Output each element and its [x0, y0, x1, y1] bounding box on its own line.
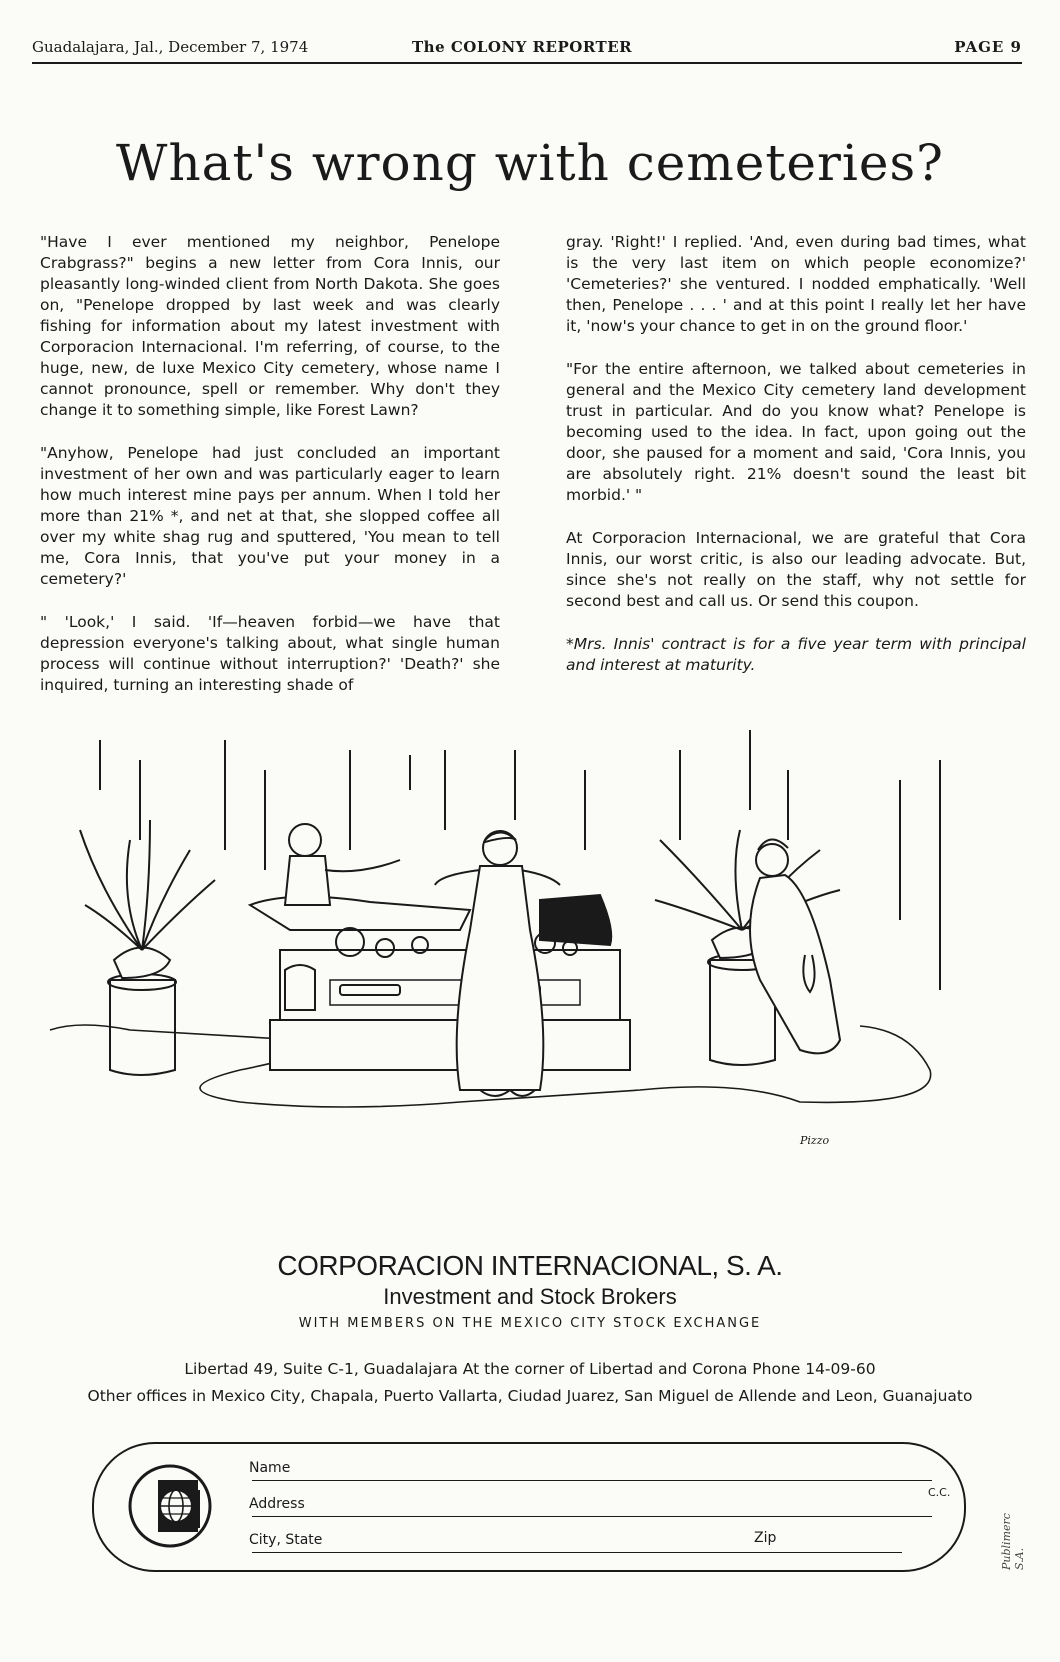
- article-column-right: [566, 232, 1026, 698]
- open-coffin: [250, 895, 630, 1070]
- cartoon-illustration: [40, 730, 1020, 1190]
- coupon-city-state-label: City, State: [249, 1532, 323, 1548]
- masthead-publication: The COLONY REPORTER: [412, 38, 633, 56]
- company-logo-icon: [128, 1464, 212, 1548]
- masthead-page-number: PAGE 9: [954, 38, 1022, 56]
- paragraph: "For the entire afternoon, we talked about cemeteries in general and the Mexico City cemetery land development trust in particular. And do you know what? Penelope is becoming used to the idea. In fact, upon going out the door, she paused for a moment and said, 'Cora Innis, you are absolutely right. 21% doesn't sound the least bit morbid.' ": [566, 360, 1026, 504]
- coupon-name-field[interactable]: [252, 1480, 932, 1481]
- company-tagline: Investment and Stock Brokers: [383, 1284, 677, 1309]
- salesman-figure: [285, 824, 400, 905]
- address-block: [0, 1356, 1060, 1410]
- company-block: [0, 1250, 1060, 1331]
- coupon-name-label: Name: [249, 1460, 291, 1476]
- artist-signature: Pizzo: [800, 1134, 830, 1147]
- masthead-dateline: Guadalajara, Jal., December 7, 1974: [32, 38, 309, 56]
- address-line-main: Libertad 49, Suite C-1, Guadalajara At the corner of Libertad and Corona Phone 14-09-60: [184, 1360, 876, 1378]
- coupon-city-zip-field[interactable]: [252, 1552, 902, 1553]
- coupon-address-field[interactable]: [252, 1516, 932, 1517]
- headline: What's wrong with cemeteries?: [116, 133, 944, 192]
- coupon-zip-label: Zip: [754, 1530, 777, 1546]
- logo-text: ci: [142, 1542, 143, 1543]
- left-plant-stand: [80, 820, 215, 1075]
- company-exchange-note: WITH MEMBERS ON THE MEXICO CITY STOCK EXCHANGE: [298, 1316, 762, 1331]
- agency-signature: Publimerc S.A.: [1000, 1513, 1026, 1570]
- address-line-offices: Other offices in Mexico City, Chapala, Puerto Vallarta, Ciudad Juarez, San Miguel de Allende and Leon, Guanajuato: [87, 1387, 973, 1405]
- company-name: CORPORACION INTERNACIONAL, S. A.: [277, 1250, 783, 1281]
- paragraph: gray. 'Right!' I replied. 'And, even during bad times, what is the very last item on which people economize?' 'Cemeteries?' she ventured. I nodded emphatically. 'Well then, Penelope . . . ' and at this point I really let her have it, 'now's your chance to get in on the ground floor.': [566, 233, 1026, 335]
- article-column-left: [40, 232, 500, 718]
- coupon-form[interactable]: [92, 1442, 966, 1572]
- paragraph: "Have I ever mentioned my neighbor, Penelope Crabgrass?" begins a new letter from Cora Innis, our pleasantly long-winded client from North Dakota. She goes on, "Penelope dropped by last week and was clearly fishing for information about my latest investment with Corporacion Internacional. I'm referring, of course, to the huge, new, de luxe Mexico City cemetery, whose name I cannot pronounce, spell or remember. Why don't they change it to something simple, like Forest Lawn?: [40, 233, 500, 419]
- paragraph: At Corporacion Internacional, we are grateful that Cora Innis, our worst critic, is also our leading advocate. But, since she's not really on the staff, why not settle for second best and call us. Or send this coupon.: [566, 529, 1026, 610]
- masthead: [32, 34, 1022, 64]
- paragraph: "Anyhow, Penelope had just concluded an important investment of her own and was particularly eager to learn how much interest mine pays per annum. When I told her more than 21% *, and net at that, she slopped coffee all over my white shag rug and sputtered, 'You mean to tell me, Cora Innis, that you've put your money in a cemetery?': [40, 444, 500, 588]
- footnote: *Mrs. Innis' contract is for a five year term with principal and interest at maturity.: [566, 635, 1026, 674]
- coupon-code: C.C.: [928, 1486, 951, 1499]
- paragraph: " 'Look,' I said. 'If—heaven forbid—we have that depression everyone's talking about, what single human process will continue without interruption?' 'Death?' she inquired, turning an interesting shade of: [40, 613, 500, 694]
- coupon-address-label: Address: [249, 1496, 305, 1512]
